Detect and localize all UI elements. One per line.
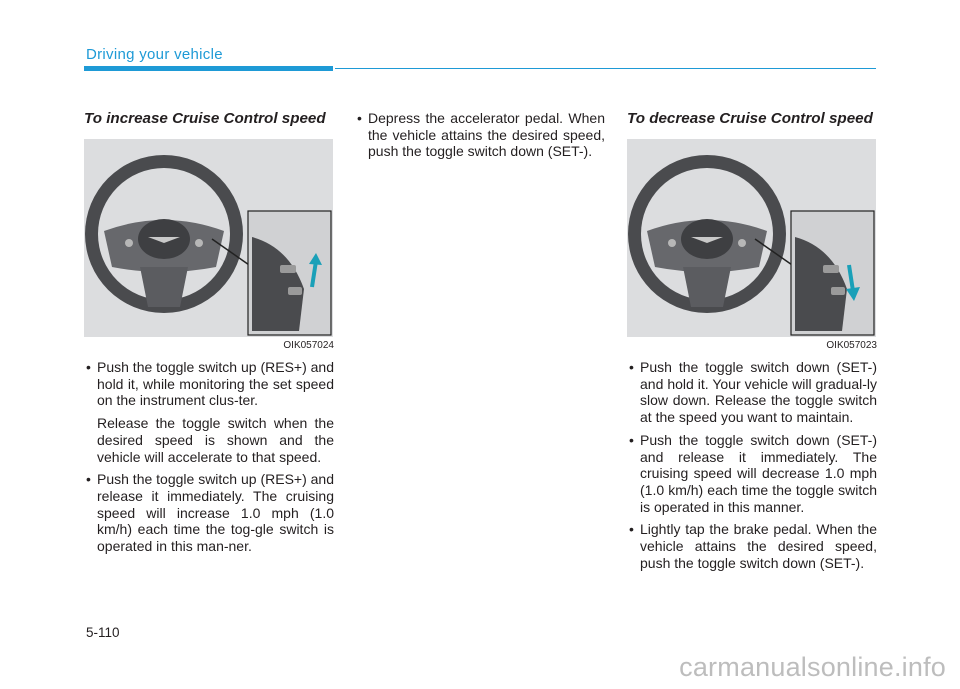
bullet-glyph: • — [629, 431, 634, 448]
figure-code-increase: OIK057024 — [283, 340, 334, 351]
increase-speed-heading: To increase Cruise Control speed — [84, 110, 326, 127]
page-number: 5-110 — [86, 625, 120, 640]
bullet-glyph: • — [357, 110, 362, 126]
bullet-glyph: • — [86, 359, 91, 375]
bullet-text: Push the toggle switch down (SET-) and release it immediately. The cruising speed will decrease 1.0 mph (1.0 km/h) each time the toggle switch is operated in this manner. — [640, 431, 877, 515]
header-rule-thin — [335, 68, 876, 69]
list-item — [627, 359, 877, 426]
section-title: Driving your vehicle — [86, 46, 223, 63]
list-item — [627, 521, 877, 571]
decrease-bullet-list — [627, 359, 877, 571]
accelerator-bullet-list — [355, 110, 605, 160]
left-column — [84, 110, 334, 561]
bullet-text: Push the toggle switch up (RES+) and hold it, while monitoring the set speed on the instrument clus-ter. — [97, 359, 334, 409]
steering-wheel-illustration — [84, 139, 333, 337]
bullet-glyph: • — [629, 359, 634, 375]
right-column — [627, 110, 877, 577]
list-item — [84, 471, 334, 555]
release-paragraph: Release the toggle switch when the desired speed is shown and the vehicle will accelerate to that speed. — [97, 415, 334, 465]
header-rule-thick — [84, 66, 333, 71]
bullet-glyph: • — [86, 471, 91, 488]
middle-column — [355, 110, 605, 166]
steering-wheel-figure-increase — [84, 139, 333, 337]
figure-code-decrease: OIK057023 — [826, 340, 877, 351]
bullet-text: Lightly tap the brake pedal. When the vehicle attains the desired speed, push the toggle switch down (SET-). — [640, 521, 877, 571]
steering-wheel-figure-decrease — [627, 139, 876, 337]
list-item — [84, 359, 334, 465]
bullet-text: Push the toggle switch up (RES+) and release it immediately. The cruising speed will increase 1.0 mph (1.0 km/h) each time the tog-gle switch is operated in this man-ner. — [97, 471, 334, 555]
steering-wheel-illustration — [627, 139, 876, 337]
decrease-speed-heading: To decrease Cruise Control speed — [627, 110, 873, 127]
increase-bullet-list — [84, 359, 334, 555]
watermark: carmanualsonline.info — [679, 652, 946, 682]
list-item — [355, 110, 605, 160]
bullet-text: Depress the accelerator pedal. When the vehicle attains the desired speed, push the toggle switch down (SET-). — [368, 110, 605, 160]
bullet-text: Push the toggle switch down (SET-) and hold it. Your vehicle will gradual-ly slow down. Release the toggle switch at the speed you want to maintain. — [640, 359, 877, 426]
list-item — [627, 432, 877, 516]
bullet-glyph: • — [629, 521, 634, 538]
